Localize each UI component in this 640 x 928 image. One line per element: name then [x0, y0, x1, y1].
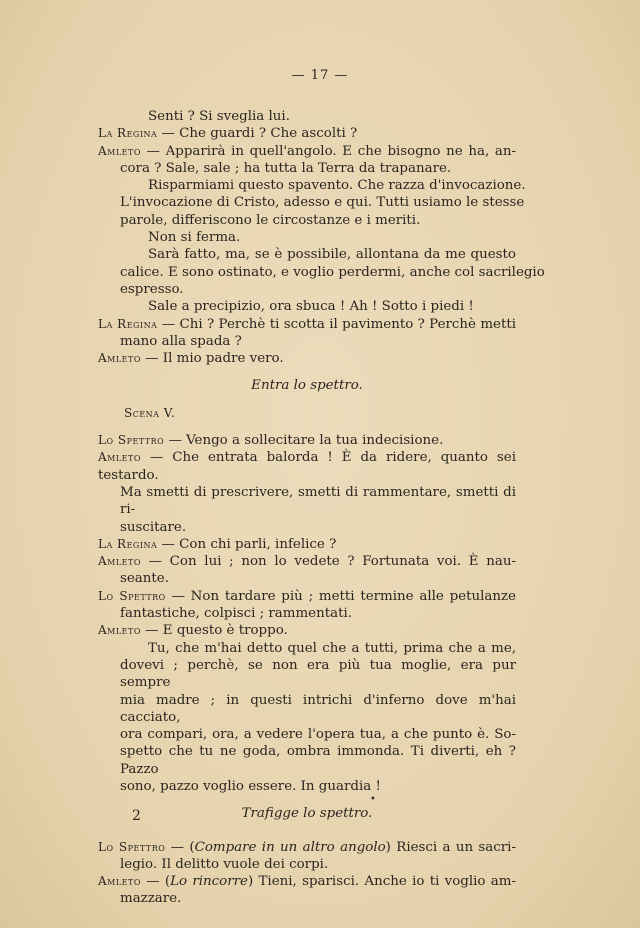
text-line [98, 298, 516, 315]
dialogue-line [98, 432, 516, 449]
text-line [98, 212, 516, 229]
text-line [98, 743, 516, 778]
text-line [98, 570, 516, 587]
text-line [98, 856, 516, 873]
line-text: seante. [120, 571, 169, 587]
text-line [98, 692, 516, 727]
line-text: fantastiche, colpisci ; rammentati. [120, 606, 353, 622]
line-text: — Con chi parli, infelice ? [157, 536, 337, 552]
line-text: cora ? Sale, sale ; ha tutta la Terra da trapanare. [120, 160, 452, 176]
text-line [98, 229, 516, 246]
play-text [98, 108, 545, 908]
speaker-name: Amleto [98, 351, 141, 366]
dialogue-line [98, 350, 516, 367]
line-text: — E questo è troppo. [140, 623, 288, 639]
line-text: — ( [140, 874, 171, 890]
line-text: — Con lui ; non lo vedete ? Fortunata voi. È nau- [140, 554, 516, 570]
dialogue-line [98, 553, 516, 570]
line-text: — Vengo a sollecitare la tua indecisione. [164, 433, 444, 449]
speaker-name: Amleto [98, 554, 141, 569]
line-text: mazzare. [120, 891, 182, 907]
line-text: Tu, che m'hai detto quel che a tutti, prima che a me, [148, 640, 516, 656]
line-text: parole, differiscono le circostanze e i meriti. [120, 212, 421, 228]
line-text: — Che guardi ? Che ascolti ? [157, 126, 358, 142]
text-line [98, 108, 516, 125]
speaker-name: Amleto [98, 874, 141, 889]
dialogue-line [98, 536, 516, 553]
dialogue-line [98, 316, 516, 333]
line-text: sono, pazzo voglio essere. In guardia ! [120, 778, 381, 794]
stage-direction-inline: Lo rincorre [170, 874, 248, 890]
speaker-name: La Regina [98, 126, 158, 141]
line-text: Sale a precipizio, ora sbuca ! Ah ! Sotto i piedi ! [148, 299, 474, 315]
line-text: — Il mio padre vero. [140, 351, 284, 367]
line-text: Risparmiami questo spavento. Che razza d'invocazione. [148, 178, 526, 194]
text-line [98, 519, 516, 536]
stage-direction: Entra lo spettro. [251, 378, 363, 394]
speaker-name: La Regina [98, 316, 158, 331]
line-text: Ma smetti di prescrivere, smetti di rammentare, smetti di ri- [120, 484, 516, 518]
line-text: ora compari, ora, a vedere l'opera tua, a che punto è. So- [120, 727, 516, 743]
line-text: ) Tieni, sparisci. Anche io ti voglio am- [247, 874, 516, 890]
line-text: Senti ? Si sveglia lui. [148, 109, 290, 124]
line-text: — Che entrata balorda ! È da ridere, quanto sei testardo. [98, 450, 516, 483]
line-text: Sarà fatto, ma, se è possibile, allontana da me questo [148, 247, 516, 263]
dialogue-line [98, 449, 516, 484]
line-text: calice. E sono ostinato, e voglio perdermi, anche col sacrilegio [120, 264, 545, 280]
speaker-name: Amleto [98, 450, 141, 465]
dialogue-line [98, 873, 516, 890]
dialogue-line [98, 622, 516, 639]
speaker-name: Lo Spettro [98, 839, 166, 854]
scene-heading: Scena V. [124, 405, 176, 420]
line-text: — Non tardare più ; metti termine alle petulanze [165, 588, 516, 604]
text-line [98, 657, 516, 692]
line-text: dovevi ; perchè, se non era più tua moglie, era pur sempre [120, 657, 516, 691]
speaker-name: La Regina [98, 536, 158, 551]
line-text: legio. Il delitto vuole dei corpi. [120, 856, 329, 872]
stage-direction-inline: Compare in un altro angolo [194, 839, 386, 855]
line-text: — ( [165, 839, 195, 855]
text-line [98, 484, 516, 519]
text-line [98, 778, 516, 795]
text-line [98, 177, 526, 194]
text-line [98, 605, 516, 622]
dialogue-line [98, 125, 516, 142]
stage-direction: Trafigge lo spettro. [241, 806, 373, 822]
dialogue-line [98, 143, 516, 160]
text-line [98, 246, 516, 263]
line-text: espresso. [120, 281, 184, 297]
text-line [98, 333, 516, 350]
text-line [98, 194, 525, 211]
dialogue-line [98, 839, 516, 856]
text-line [98, 640, 516, 657]
text-line [98, 160, 516, 177]
speaker-name: Lo Spettro [98, 433, 165, 448]
stray-ink-mark: • [370, 794, 376, 805]
line-text: Non si ferma. [148, 230, 241, 246]
line-text: ) Riesci a un sacri- [385, 839, 516, 855]
text-line [98, 281, 516, 298]
text-line [98, 726, 516, 743]
line-text: mano alla spada ? [120, 333, 242, 349]
line-text: suscitare. [120, 519, 187, 535]
line-text: L'invocazione di Cristo, adesso e qui. Tutti usiamo le stesse [120, 195, 525, 211]
line-text: — Apparirà in quell'angolo. E che bisogno ne ha, an- [140, 143, 516, 159]
text-line [98, 264, 545, 281]
speaker-name: Amleto [98, 143, 141, 158]
page-number: — 17 — [291, 68, 349, 83]
dialogue-line [98, 588, 516, 605]
line-text: spetto che tu ne goda, ombra immonda. Ti diverti, eh ? Pazzo [120, 744, 516, 777]
text-line [98, 890, 516, 907]
speaker-name: Lo Spettro [98, 588, 166, 603]
line-text: mia madre ; in questi intrichi d'inferno dove m'hai cacciato, [120, 692, 516, 725]
speaker-name: Amleto [98, 623, 141, 638]
signature-mark: 2 [132, 808, 141, 824]
line-text: — Chi ? Perchè ti scotta il pavimento ? Perchè metti [157, 316, 516, 332]
